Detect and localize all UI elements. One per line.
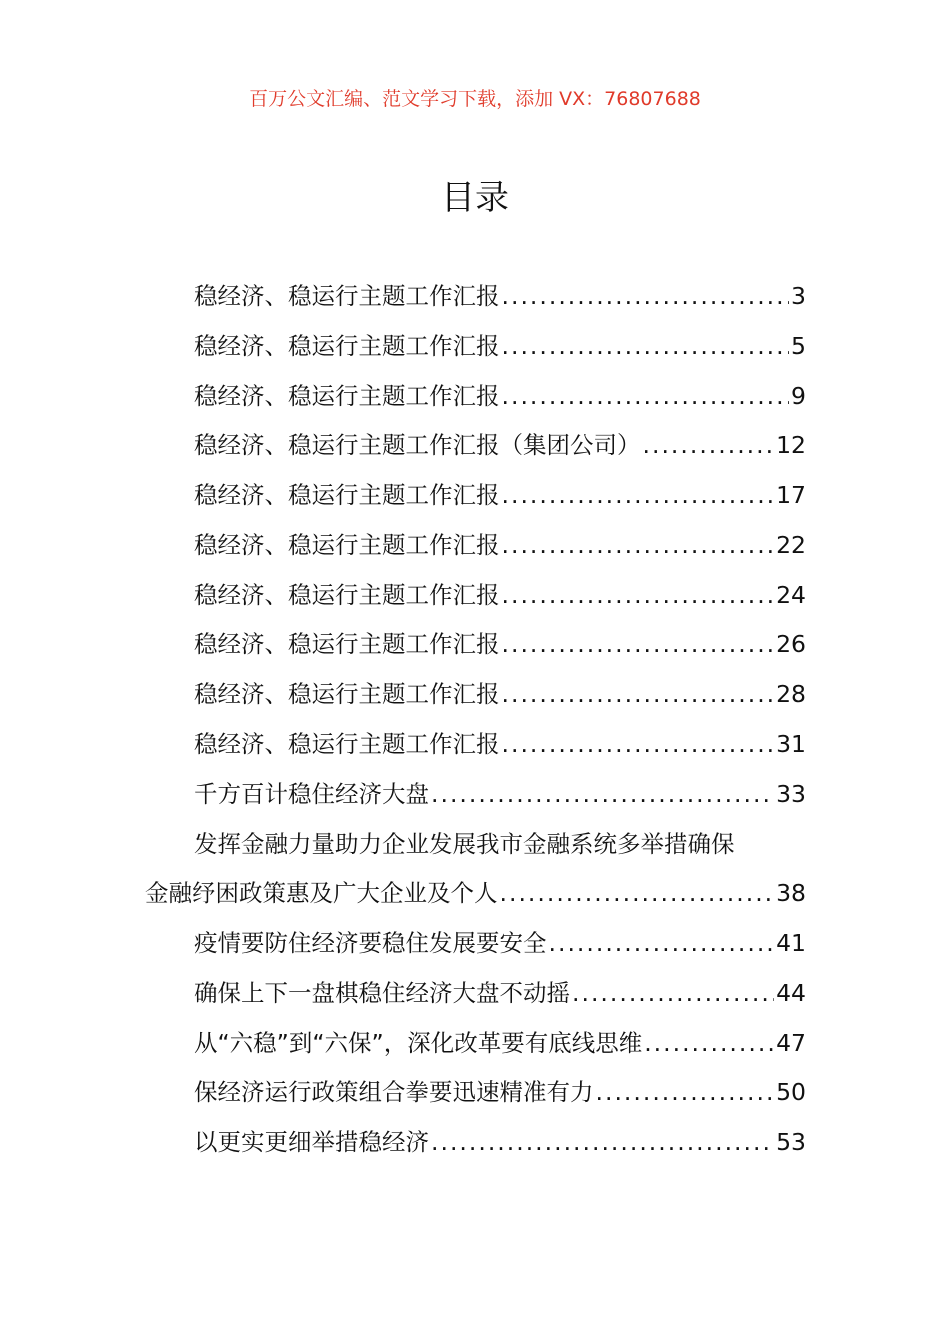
toc-leader-dots — [502, 276, 790, 316]
toc-entry[interactable] — [194, 326, 806, 366]
toc-leader-dots — [502, 475, 775, 515]
toc-entry-page: 9 — [791, 382, 806, 410]
toc-entry-title-line2: 金融纾困政策惠及广大企业及个人 — [145, 879, 498, 907]
toc-entry-title: 从“六稳”到“六保”，深化改革要有底线思维 — [194, 1029, 643, 1057]
toc-entry-title: 稳经济、稳运行主题工作汇报 — [194, 282, 500, 310]
toc-leader-dots — [502, 376, 790, 416]
toc-entry-page: 38 — [776, 879, 806, 907]
toc-entry-page: 41 — [776, 929, 806, 957]
toc-entry-title: 稳经济、稳运行主题工作汇报 — [194, 581, 500, 609]
toc-leader-dots — [572, 973, 774, 1013]
toc-entry-page: 17 — [776, 481, 806, 509]
toc-entry-title: 稳经济、稳运行主题工作汇报 — [194, 531, 500, 559]
toc-entry-title: 稳经济、稳运行主题工作汇报 — [194, 630, 500, 658]
toc-entry[interactable] — [194, 475, 806, 515]
toc-entry-page: 24 — [776, 581, 806, 609]
toc-entry[interactable] — [194, 376, 806, 416]
toc-entry[interactable] — [194, 724, 806, 764]
toc-entry-title: 稳经济、稳运行主题工作汇报 — [194, 730, 500, 758]
toc-entry-title: 稳经济、稳运行主题工作汇报 — [194, 680, 500, 708]
toc-entry[interactable] — [194, 1023, 806, 1063]
toc-entry[interactable] — [194, 575, 806, 615]
toc-entry-page: 33 — [776, 780, 806, 808]
toc-entry-title: 保经济运行政策组合拳要迅速精准有力 — [194, 1078, 594, 1106]
toc-entry[interactable] — [194, 973, 806, 1013]
toc-entry[interactable] — [145, 873, 806, 913]
toc-entry-page: 22 — [776, 531, 806, 559]
toc-entry-page: 26 — [776, 630, 806, 658]
toc-entry-page: 28 — [776, 680, 806, 708]
toc-leader-dots — [502, 525, 775, 565]
toc-entry-page: 3 — [791, 282, 806, 310]
toc-entry-page: 53 — [776, 1128, 806, 1156]
page-title: 目录 — [441, 178, 509, 218]
toc-entry[interactable] — [194, 624, 806, 664]
toc-leader-dots — [644, 1023, 774, 1063]
toc-entry-title: 稳经济、稳运行主题工作汇报 — [194, 481, 500, 509]
toc-entry[interactable] — [194, 425, 806, 465]
toc-entry[interactable] — [194, 674, 806, 714]
toc-leader-dots — [502, 575, 775, 615]
toc-entry-title: 疫情要防住经济要稳住发展要安全 — [194, 929, 547, 957]
toc-entry-title: 千方百计稳住经济大盘 — [194, 780, 429, 808]
toc-leader-dots — [431, 1122, 774, 1162]
toc-entry-page: 12 — [776, 431, 806, 459]
toc-entry-page: 5 — [791, 332, 806, 360]
toc-entry-page: 44 — [776, 979, 806, 1007]
toc-entry-title-line1[interactable]: 发挥金融力量助力企业发展我市金融系统多举措确保 — [194, 830, 735, 858]
toc-entry-title: 以更实更细举措稳经济 — [194, 1128, 429, 1156]
toc-entry[interactable] — [194, 923, 806, 963]
toc-leader-dots — [502, 674, 775, 714]
toc-entry[interactable] — [194, 525, 806, 565]
toc-entry[interactable] — [194, 774, 806, 814]
toc-leader-dots — [431, 774, 774, 814]
toc-leader-dots — [596, 1072, 775, 1112]
toc-entry[interactable] — [194, 1122, 806, 1162]
toc-entry-title: 稳经济、稳运行主题工作汇报 — [194, 332, 500, 360]
toc-entry[interactable] — [194, 276, 806, 316]
toc-entry-title: 稳经济、稳运行主题工作汇报 — [194, 382, 500, 410]
toc-leader-dots — [643, 425, 775, 465]
toc-leader-dots — [502, 326, 790, 366]
toc-entry-page: 31 — [776, 730, 806, 758]
toc-leader-dots — [500, 873, 775, 913]
toc-entry-page: 47 — [776, 1029, 806, 1057]
toc-entry-title: 确保上下一盘棋稳住经济大盘不动摇 — [194, 979, 570, 1007]
toc-entry-title: 稳经济、稳运行主题工作汇报（集团公司） — [194, 431, 641, 459]
toc-entry[interactable] — [194, 1072, 806, 1112]
header-banner: 百万公文汇编、范文学习下载，添加 VX：76807688 — [249, 88, 701, 110]
toc-leader-dots — [502, 724, 775, 764]
toc-entry-page: 50 — [776, 1078, 806, 1106]
toc-leader-dots — [502, 624, 775, 664]
toc-leader-dots — [549, 923, 775, 963]
